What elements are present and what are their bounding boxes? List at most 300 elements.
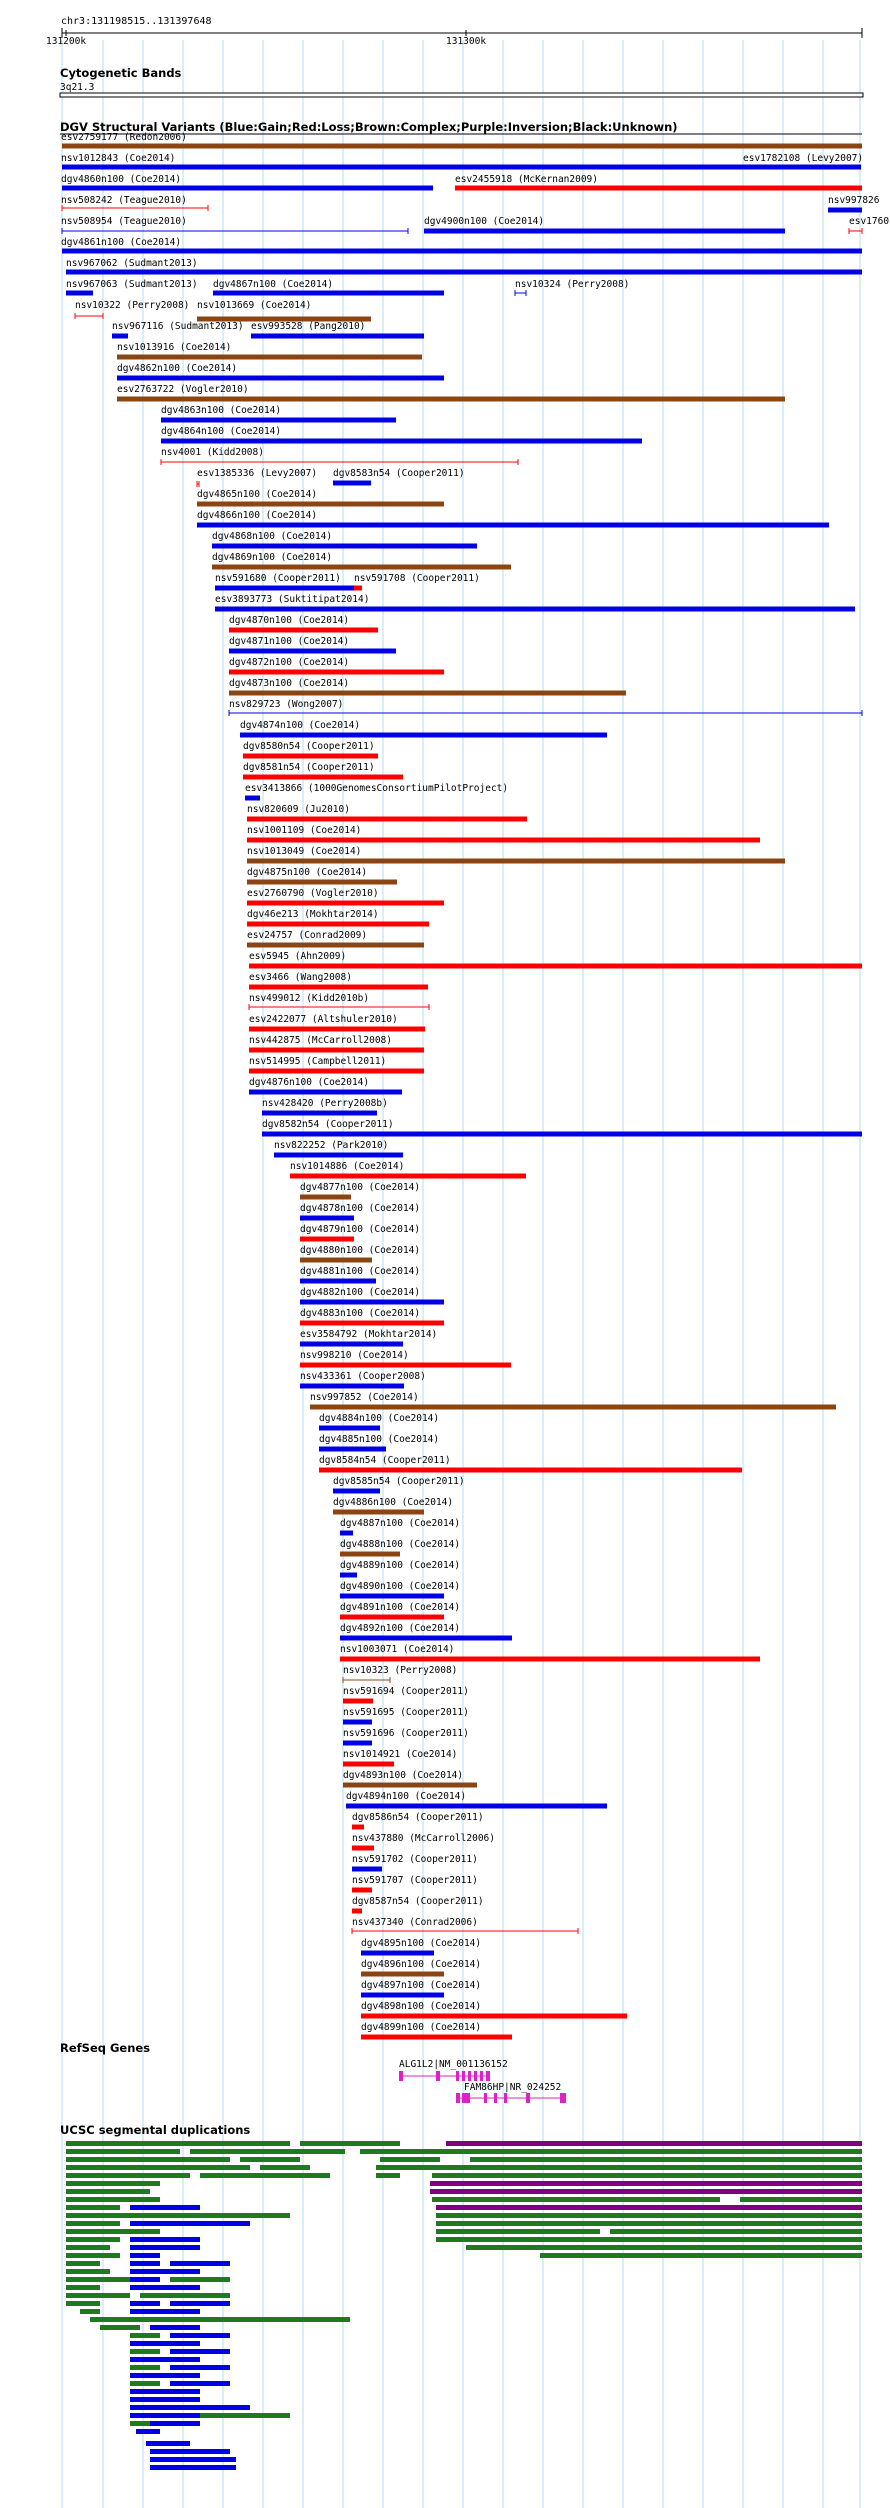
ruler-tick-label: 131300k (446, 36, 487, 47)
segdup-block[interactable] (432, 2197, 720, 2202)
dgv-variant[interactable] (274, 1140, 403, 1158)
segdup-block[interactable] (470, 2157, 862, 2162)
segdup-block[interactable] (66, 2141, 290, 2146)
segdup-block[interactable] (430, 2181, 862, 2186)
dgv-variant-label: dgv8581n54 (Cooper2011) (243, 762, 375, 773)
gene-exon (494, 2093, 497, 2103)
dgv-variant-label: nsv591680 (Cooper2011) (215, 573, 341, 584)
dgv-variant-label: nsv508954 (Teague2010) (61, 216, 187, 227)
dgv-variant[interactable] (213, 279, 444, 296)
dgv-variant[interactable] (300, 1287, 444, 1305)
segdup-block[interactable] (66, 2149, 180, 2154)
dgv-variant-label: dgv8582n54 (Cooper2011) (262, 1119, 394, 1130)
dgv-variant-label: esv993528 (Pang2010) (251, 321, 366, 332)
segdup-block[interactable] (66, 2173, 190, 2178)
dgv-variant[interactable] (229, 636, 396, 654)
segdup-block[interactable] (440, 2165, 862, 2170)
dgv-variant-bar (352, 1909, 362, 1914)
dgv-variant[interactable] (346, 1791, 607, 1809)
dgv-variant[interactable] (212, 531, 477, 549)
segdup-block[interactable] (150, 2325, 200, 2330)
dgv-variant-label: dgv4866n100 (Coe2014) (197, 510, 318, 521)
segdup-block[interactable] (380, 2157, 440, 2162)
dgv-variant[interactable] (290, 1161, 526, 1179)
dgv-variant[interactable] (333, 1497, 453, 1515)
segdup-block[interactable] (130, 2389, 200, 2394)
dgv-variant-bar (262, 1132, 862, 1137)
dgv-variant[interactable] (849, 216, 889, 234)
dgv-variant-label: dgv8587n54 (Cooper2011) (352, 1896, 484, 1907)
dgv-variant[interactable] (352, 1812, 484, 1830)
segdup-block[interactable] (66, 2237, 120, 2242)
segdup-block[interactable] (130, 2301, 160, 2306)
segdup-block[interactable] (436, 2213, 862, 2218)
segdup-block[interactable] (66, 2205, 120, 2210)
dgv-variant-bar (243, 754, 378, 759)
segdup-block[interactable] (66, 2261, 100, 2266)
dgv-variant[interactable] (161, 447, 518, 465)
segdup-block[interactable] (66, 2213, 290, 2218)
dgv-variant-bar (62, 165, 745, 170)
segdup-block[interactable] (140, 2293, 230, 2298)
dgv-variant[interactable] (354, 573, 480, 591)
dgv-variant-bar (340, 1531, 353, 1536)
gene-exon (456, 2093, 460, 2103)
dgv-variant[interactable] (245, 783, 508, 801)
dgv-variant-bar (215, 586, 357, 591)
segdup-block[interactable] (436, 2229, 600, 2234)
segdup-block[interactable] (130, 2365, 160, 2370)
dgv-variant[interactable] (300, 1329, 437, 1347)
dgv-variant[interactable] (319, 1413, 439, 1431)
dgv-variant-bar (828, 208, 862, 213)
dgv-variant[interactable] (319, 1455, 742, 1473)
dgv-variant[interactable] (343, 1728, 469, 1746)
dgv-variant-bar (249, 964, 862, 969)
dgv-variant[interactable] (249, 1035, 424, 1053)
dgv-variant-label: esv2759177 (Redon2006) (61, 132, 187, 143)
segdup-block[interactable] (170, 2381, 230, 2386)
dgv-variant[interactable] (424, 216, 785, 234)
dgv-variant-bar (343, 1762, 394, 1767)
dgv-variant-bar (117, 397, 785, 402)
dgv-variant[interactable] (300, 1350, 511, 1368)
dgv-variant-bar (197, 523, 829, 528)
segdup-block[interactable] (200, 2173, 330, 2178)
dgv-variant-bar (245, 796, 260, 801)
gene-exon (474, 2071, 477, 2081)
segdup-block[interactable] (170, 2301, 230, 2306)
dgv-variant[interactable] (247, 888, 444, 906)
dgv-variant-bar (215, 607, 855, 612)
dgv-variant-bar (300, 1195, 351, 1200)
dgv-variant-bar (62, 186, 433, 191)
dgv-variant[interactable] (249, 1014, 425, 1032)
dgv-variant[interactable] (229, 699, 862, 716)
dgv-variant[interactable] (828, 195, 880, 213)
dgv-variant-bar (300, 1258, 372, 1263)
dgv-variant-label: dgv8584n54 (Cooper2011) (319, 1455, 451, 1466)
gene-exon (462, 2093, 470, 2103)
dgv-variant-label: nsv591708 (Cooper2011) (354, 573, 480, 584)
dgv-variant[interactable] (117, 342, 422, 360)
dgv-variant[interactable] (340, 1581, 460, 1599)
dgv-variant[interactable] (310, 1392, 836, 1410)
segdup-block[interactable] (150, 2457, 236, 2462)
segdup-block[interactable] (146, 2441, 190, 2446)
gene-exon (526, 2093, 530, 2103)
dgv-variant-bar (352, 1846, 374, 1851)
segdup-block[interactable] (130, 2421, 150, 2426)
dgv-variant-label: nsv1013049 (Coe2014) (247, 846, 362, 857)
segdup-block[interactable] (130, 2277, 160, 2282)
dgv-variant[interactable] (262, 1098, 388, 1116)
segdup-block[interactable] (170, 2365, 230, 2370)
dgv-variant[interactable] (197, 300, 371, 322)
segdup-block[interactable] (130, 2261, 160, 2266)
dgv-variant[interactable] (117, 363, 444, 381)
segdup-block[interactable] (130, 2381, 160, 2386)
dgv-variant-bar (319, 1468, 742, 1473)
dgv-variant[interactable] (229, 657, 444, 675)
dgv-variant-bar (247, 901, 444, 906)
dgv-variant-bar (247, 880, 397, 885)
refseq-gene-alg1l2[interactable] (399, 2071, 490, 2081)
dgv-variant-label: nsv997852 (Coe2014) (310, 1392, 419, 1403)
dgv-variant-label: esv2455918 (McKernan2009) (455, 174, 598, 185)
dgv-variant-label: nsv820609 (Ju2010) (247, 804, 350, 815)
location-label: chr3:131198515..131397648 (61, 16, 212, 27)
dgv-variant[interactable] (343, 1770, 477, 1788)
segdup-block[interactable] (66, 2221, 120, 2226)
segdup-block[interactable] (150, 2449, 230, 2454)
dgv-variant[interactable] (249, 1077, 402, 1095)
dgv-variant[interactable] (300, 1245, 420, 1263)
dgv-variant-label: dgv4893n100 (Coe2014) (343, 1770, 464, 1781)
dgv-variant-label: dgv8580n54 (Cooper2011) (243, 741, 375, 752)
segdup-block[interactable] (130, 2413, 200, 2418)
dgv-variant[interactable] (61, 237, 862, 254)
dgv-variant[interactable] (117, 384, 785, 402)
dgv-variant-label: esv2760790 (Vogler2010) (247, 888, 379, 899)
dgv-variant[interactable] (247, 909, 429, 927)
dgv-variant-bar (229, 691, 626, 696)
segdup-block[interactable] (66, 2245, 110, 2250)
dgv-variant-bar (212, 544, 477, 549)
dgv-variant-bar (243, 775, 403, 780)
dgv-variant-bar (251, 334, 424, 339)
segdup-block[interactable] (170, 2333, 230, 2338)
dgv-variant-bar (743, 165, 861, 170)
dgv-variant[interactable] (61, 174, 433, 191)
segdup-block[interactable] (610, 2229, 862, 2234)
dgv-variant-bar (352, 1888, 372, 1893)
dgv-variant-label: dgv4865n100 (Coe2014) (197, 489, 318, 500)
dgv-variant[interactable] (61, 153, 745, 170)
dgv-variant-label: nsv822252 (Park2010) (274, 1140, 389, 1151)
dgv-variant[interactable] (247, 867, 397, 885)
segdup-block[interactable] (130, 2205, 200, 2210)
dgv-variant-label: dgv4862n100 (Coe2014) (117, 363, 238, 374)
segdup-block[interactable] (130, 2285, 200, 2290)
dgv-variant[interactable] (197, 468, 317, 487)
dgv-variant-label: dgv4882n100 (Coe2014) (300, 1287, 421, 1298)
dgv-variant[interactable] (249, 993, 429, 1010)
dgv-variant-bar (249, 1090, 402, 1095)
segdup-block[interactable] (130, 2341, 200, 2346)
segdup-block[interactable] (66, 2269, 110, 2274)
dgv-variant-label: nsv437880 (McCarroll2006) (352, 1833, 495, 1844)
dgv-variant[interactable] (361, 2001, 627, 2019)
segdup-block[interactable] (190, 2149, 345, 2154)
dgv-variant-label: esv2763722 (Vogler2010) (117, 384, 249, 395)
segdup-block[interactable] (66, 2293, 130, 2298)
dgv-variant-label: esv1782108 (Levy2007) (743, 153, 864, 164)
segdup-block[interactable] (540, 2253, 862, 2258)
segdup-block[interactable] (66, 2285, 100, 2290)
dgv-variant[interactable] (229, 678, 626, 696)
dgv-variant-label: esv3893773 (Suktitipat2014) (215, 594, 370, 605)
segdup-block[interactable] (66, 2197, 160, 2202)
dgv-variant[interactable] (300, 1308, 444, 1326)
dgv-variant[interactable] (215, 594, 855, 612)
dgv-variant[interactable] (300, 1266, 420, 1284)
dgv-variant[interactable] (161, 405, 396, 423)
segdup-block[interactable] (150, 2421, 200, 2426)
segdup-block[interactable] (360, 2149, 862, 2154)
dgv-variant-label: dgv4873n100 (Coe2014) (229, 678, 350, 689)
dgv-variant[interactable] (247, 804, 527, 822)
cytoband-title: Cytogenetic Bands (60, 66, 182, 80)
dgv-variant[interactable] (161, 426, 642, 444)
segdup-block[interactable] (136, 2429, 160, 2434)
dgv-variant-label: dgv4892n100 (Coe2014) (340, 1623, 461, 1634)
dgv-variant[interactable] (197, 510, 829, 528)
dgv-variant[interactable] (333, 468, 465, 486)
dgv-variant-label: nsv591702 (Cooper2011) (352, 1854, 478, 1865)
segdup-block[interactable] (446, 2141, 862, 2146)
dgv-variant-bar (319, 1426, 380, 1431)
dgv-variant-bar (319, 1447, 386, 1452)
dgv-variant[interactable] (343, 1686, 469, 1704)
segdup-block[interactable] (66, 2181, 160, 2186)
dgv-variant[interactable] (361, 2022, 512, 2040)
segdup-block[interactable] (130, 2245, 200, 2250)
dgv-variant-bar (290, 1174, 526, 1179)
segdup-block[interactable] (200, 2413, 290, 2418)
dgv-variant-bar (340, 1573, 357, 1578)
dgv-variant-bar (229, 670, 444, 675)
ruler-tick-label: 131200k (46, 36, 87, 47)
segdup-block[interactable] (66, 2229, 160, 2234)
dgv-variant[interactable] (343, 1707, 469, 1725)
dgv-variant-label: dgv4890n100 (Coe2014) (340, 1581, 461, 1592)
dgv-variant[interactable] (66, 279, 198, 296)
dgv-variant-bar (340, 1615, 444, 1620)
dgv-variant-label: dgv4868n100 (Coe2014) (212, 531, 333, 542)
dgv-variant-bar (300, 1237, 354, 1242)
dgv-variant-bar (197, 502, 444, 507)
dgv-variant[interactable] (197, 489, 444, 507)
dgv-variant-bar (247, 838, 760, 843)
dgv-variant[interactable] (340, 1602, 460, 1620)
dgv-variant[interactable] (249, 951, 862, 969)
segdup-block[interactable] (130, 2357, 200, 2362)
dgv-variant-bar (340, 1552, 400, 1557)
segdup-block[interactable] (66, 2253, 120, 2258)
dgv-variant-label: dgv4876n100 (Coe2014) (249, 1077, 370, 1088)
dgv-variant-label: nsv499012 (Kidd2010b) (249, 993, 370, 1004)
dgv-variant[interactable] (247, 930, 424, 948)
dgv-variant-bar (66, 291, 93, 296)
segdup-block[interactable] (100, 2325, 140, 2330)
segdup-block[interactable] (130, 2405, 250, 2410)
segdup-block[interactable] (66, 2165, 250, 2170)
dgv-variant[interactable] (343, 1665, 457, 1683)
segdup-block[interactable] (432, 2173, 862, 2178)
dgv-variant[interactable] (352, 1875, 478, 1893)
dgv-variant-label: dgv4881n100 (Coe2014) (300, 1266, 421, 1277)
dgv-variant-bar (274, 1153, 403, 1158)
dgv-variant-bar (249, 1027, 425, 1032)
dgv-variant-bar (354, 586, 362, 591)
segdup-block[interactable] (376, 2173, 400, 2178)
dgv-variant-bar (343, 1741, 372, 1746)
dgv-variant[interactable] (352, 1854, 478, 1872)
dgv-variant[interactable] (251, 321, 424, 339)
segdup-block[interactable] (130, 2349, 160, 2354)
dgv-variant-label: dgv4880n100 (Coe2014) (300, 1245, 421, 1256)
segdup-block[interactable] (170, 2349, 230, 2354)
segdup-block[interactable] (66, 2189, 150, 2194)
dgv-variant-bar (117, 376, 444, 381)
segdup-block[interactable] (90, 2317, 350, 2322)
dgv-variant-label: nsv442875 (McCarroll2008) (249, 1035, 392, 1046)
gene-exon (399, 2071, 403, 2081)
dgv-variant-label: dgv8586n54 (Cooper2011) (352, 1812, 484, 1823)
dgv-variant-bar (300, 1321, 444, 1326)
dgv-variant[interactable] (340, 1644, 760, 1662)
segdup-block[interactable] (150, 2465, 236, 2470)
dgv-variant-bar (112, 334, 128, 339)
segdup-block[interactable] (466, 2245, 862, 2250)
dgv-variant[interactable] (743, 153, 863, 170)
dgv-variant[interactable] (352, 1896, 484, 1914)
segdup-block[interactable] (130, 2373, 200, 2378)
segdup-block[interactable] (170, 2261, 230, 2266)
segdup-block[interactable] (130, 2333, 160, 2338)
segdup-block[interactable] (436, 2221, 862, 2226)
dgv-variant[interactable] (212, 552, 511, 570)
dgv-variant[interactable] (262, 1119, 862, 1137)
segdup-block[interactable] (436, 2237, 862, 2242)
dgv-variant-bar (249, 1048, 424, 1053)
dgv-variant[interactable] (247, 846, 785, 864)
dgv-variant[interactable] (75, 300, 189, 319)
dgv-variant-bar (346, 1804, 607, 1809)
segdup-block[interactable] (66, 2157, 230, 2162)
dgv-variant[interactable] (112, 321, 244, 339)
dgv-variant[interactable] (515, 279, 629, 296)
segdup-block[interactable] (436, 2205, 862, 2210)
dgv-variant[interactable] (343, 1749, 457, 1767)
dgv-variant-label: esv5945 (Ahn2009) (249, 951, 347, 962)
segdup-block[interactable] (740, 2197, 862, 2202)
ruler-track (46, 16, 862, 47)
dgv-variant-label: dgv4899n100 (Coe2014) (361, 2022, 482, 2033)
dgv-variant-bar (262, 1111, 377, 1116)
dgv-variant-bar (247, 922, 429, 927)
dgv-variant-label: esv3413866 (1000GenomesConsortiumPilotProject) (245, 783, 509, 794)
dgv-variant[interactable] (61, 195, 208, 211)
segdup-block[interactable] (260, 2165, 310, 2170)
dgv-variant-label: dgv4894n100 (Coe2014) (346, 1791, 467, 1802)
dgv-variant[interactable] (340, 1623, 512, 1641)
dgv-variant[interactable] (215, 573, 357, 591)
gene-label: ALG1L2|NM_001136152 (399, 2059, 508, 2070)
segdup-block[interactable] (130, 2237, 200, 2242)
dgv-variant[interactable] (340, 1560, 460, 1578)
dgv-variant-label: nsv508242 (Teague2010) (61, 195, 187, 206)
dgv-variant[interactable] (229, 615, 378, 633)
dgv-variant[interactable] (300, 1203, 420, 1221)
segdup-block[interactable] (430, 2189, 862, 2194)
dgv-variant[interactable] (243, 762, 403, 780)
dgv-variant[interactable] (300, 1371, 426, 1389)
gene-exon (480, 2071, 483, 2081)
dgv-variant-label: esv2422077 (Altshuler2010) (249, 1014, 398, 1025)
segdup-block[interactable] (130, 2269, 200, 2274)
segdup-block[interactable] (170, 2277, 230, 2282)
dgv-variant[interactable] (333, 1476, 465, 1494)
dgv-variant-label: nsv967063 (Sudmant2013) (66, 279, 198, 290)
cytoband-label: 3q21.3 (60, 82, 95, 93)
dgv-variant-label: nsv1013916 (Coe2014) (117, 342, 232, 353)
segdup-block[interactable] (130, 2309, 200, 2314)
segdup-title: UCSC segmental duplications (60, 2123, 251, 2137)
dgv-variant[interactable] (455, 174, 862, 191)
dgv-variant-bar (310, 1405, 836, 1410)
dgv-variant[interactable] (249, 1056, 424, 1074)
dgv-variant-bar (361, 2014, 627, 2019)
dgv-variant[interactable] (340, 1539, 460, 1557)
segdup-block[interactable] (376, 2165, 440, 2170)
dgv-variant[interactable] (243, 741, 378, 759)
dgv-variant[interactable] (352, 1917, 578, 1934)
segdup-block[interactable] (130, 2221, 250, 2226)
segdup-block[interactable] (80, 2309, 100, 2314)
segdup-block[interactable] (66, 2301, 100, 2306)
cytoband-bar[interactable] (60, 93, 863, 97)
dgv-variant-label: nsv591695 (Cooper2011) (343, 1707, 469, 1718)
dgv-variant-bar (361, 1993, 444, 1998)
segdup-block[interactable] (130, 2397, 200, 2402)
dgv-variant[interactable] (319, 1434, 439, 1452)
dgv-variant[interactable] (61, 216, 408, 234)
segdup-block[interactable] (240, 2157, 300, 2162)
dgv-variant-label: nsv967116 (Sudmant2013) (112, 321, 244, 332)
gene-exon (486, 2071, 490, 2081)
dgv-variant[interactable] (300, 1182, 420, 1200)
segdup-block[interactable] (130, 2253, 160, 2258)
dgv-variant[interactable] (249, 972, 428, 990)
segdup-block[interactable] (300, 2141, 400, 2146)
dgv-variant[interactable] (300, 1224, 420, 1242)
dgv-variant[interactable] (340, 1518, 460, 1536)
refseq-gene-fam86hp[interactable] (456, 2093, 566, 2103)
dgv-variant-label: dgv4871n100 (Coe2014) (229, 636, 350, 647)
dgv-variant-bar (213, 291, 444, 296)
